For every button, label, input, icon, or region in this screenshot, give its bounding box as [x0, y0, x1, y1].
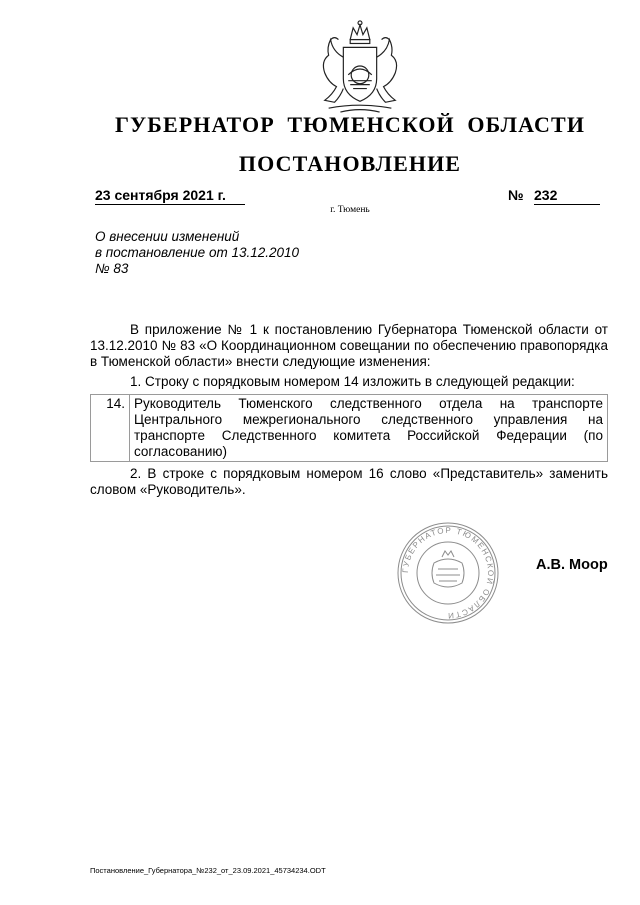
item-2: 2. В строке с порядковым номером 16 слово «Представитель» заменить словом «Руководитель». — [90, 466, 608, 497]
row-text: Руководитель Тюменского следственного отдела на транспорте Центрального межрегионального следственного управления на транспорте Следственного комитета Российской Федерации (по согласованию) — [130, 395, 608, 462]
document-body — [90, 322, 608, 498]
seal-text: ГУБЕРНАТОР ТЮМЕНСКОЙ ОБЛАСТИ — [400, 525, 496, 621]
document-subject — [95, 229, 299, 277]
official-seal-stamp-icon — [396, 521, 500, 625]
amendment-table — [90, 394, 608, 462]
document-date: 23 сентября 2021 г. — [95, 187, 245, 205]
number-value: 232 — [534, 187, 600, 205]
subject-line: О внесении изменений — [95, 229, 240, 244]
governor-title: ГУБЕРНАТОР ТЮМЕНСКОЙ ОБЛАСТИ — [114, 112, 586, 137]
document-type: ПОСТАНОВЛЕНИЕ — [238, 151, 462, 176]
document-number — [508, 187, 604, 205]
subject-line: № 83 — [95, 261, 129, 276]
city: г. Тюмень — [330, 205, 370, 215]
footer-filename: Постановление_Губернатора_№232_от_23.09.2021_45734234.ODT — [90, 866, 326, 875]
signer-name: А.В. Моор — [536, 557, 608, 573]
intro-paragraph: В приложение № 1 к постановлению Губернатора Тюменской области от 13.12.2010 № 83 «О Координационном совещании по обеспечению правопорядка в Тюменской области» внести следующие изменения: — [90, 322, 608, 369]
row-number: 14. — [91, 395, 130, 462]
item-1: 1. Строку с порядковым номером 14 изложить в следующей редакции: — [130, 374, 575, 389]
subject-line: в постановление от 13.12.2010 — [95, 245, 300, 260]
table-row — [91, 395, 608, 462]
tyumen-coat-of-arms-icon — [311, 18, 409, 116]
number-label: № — [508, 187, 524, 203]
